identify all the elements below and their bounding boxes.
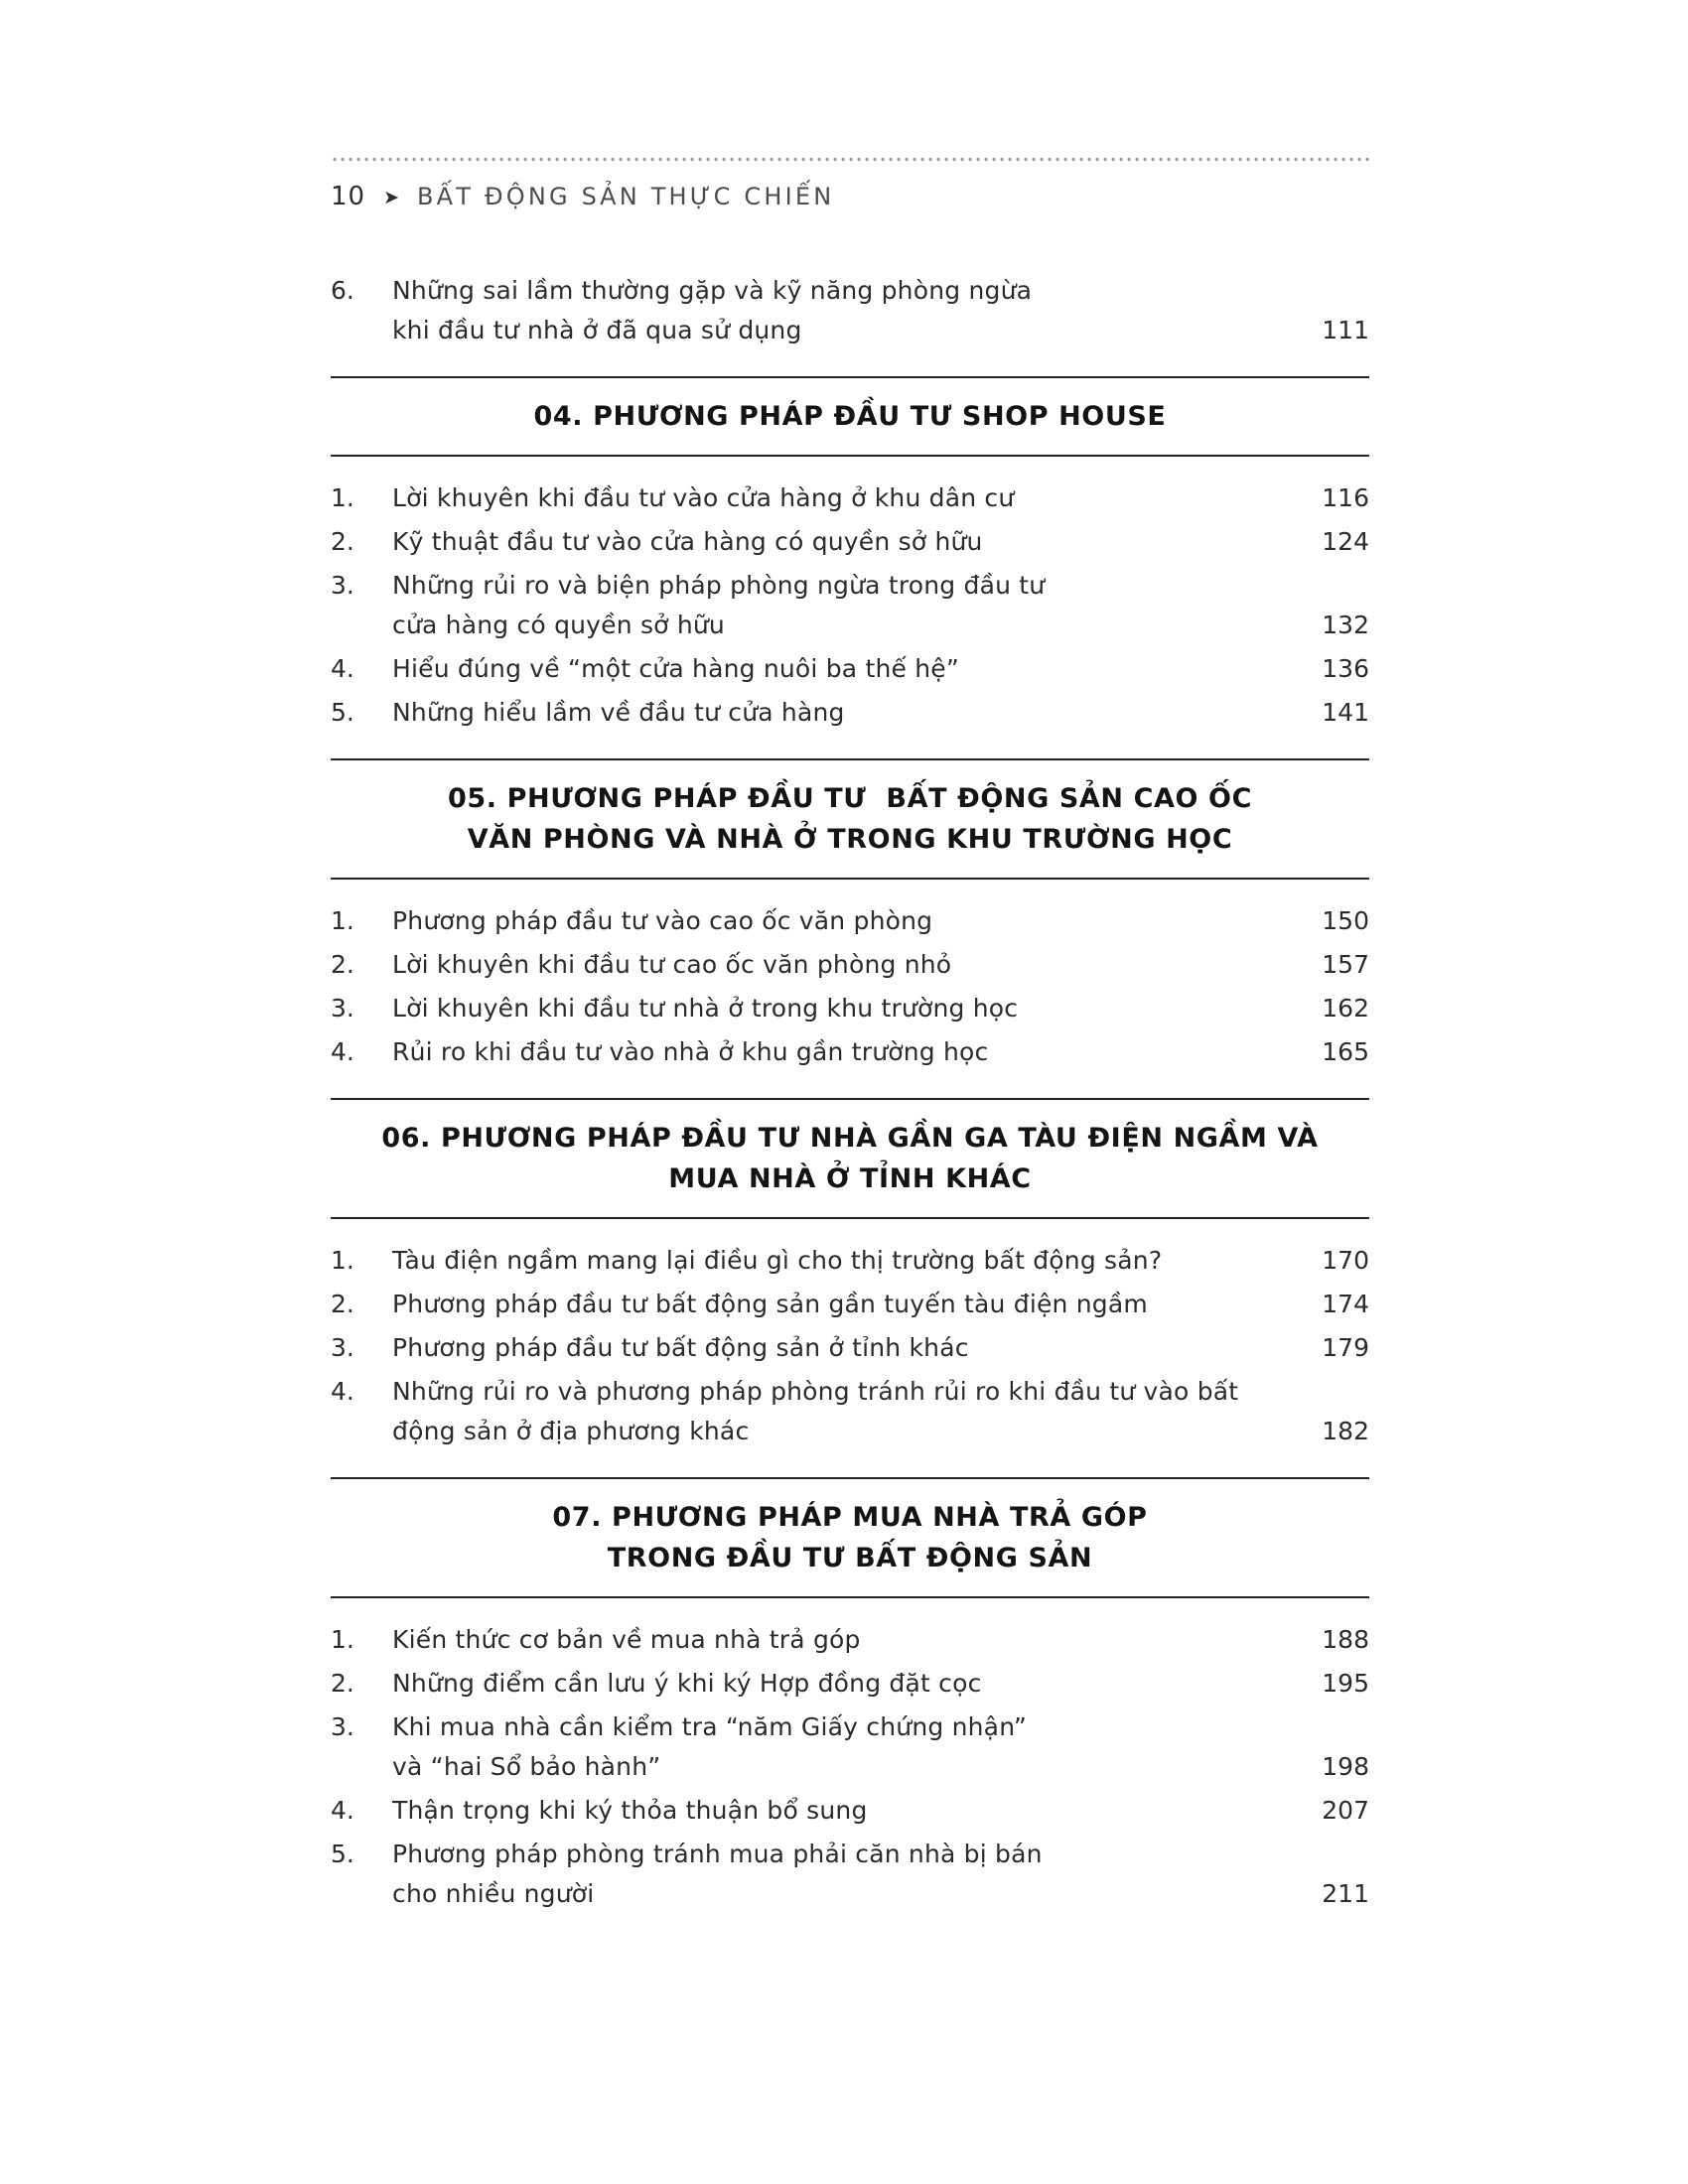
chapter-heading-line: 05. PHƯƠNG PHÁP ĐẦU TƯ BẤT ĐỘNG SẢN CAO ỐC [448,783,1252,814]
toc-item-number: 1. [331,483,354,512]
toc-item-number: 5. [331,1840,354,1868]
toc-item-number: 6. [331,276,354,305]
toc-item-title [392,1328,1304,1368]
toc-item-line: Những rủi ro và phương pháp phòng tránh rủi ro khi đầu tư vào bất [392,1377,1239,1406]
toc-item-page: 207 [1322,1796,1369,1825]
toc-item-line: cho nhiều người [392,1879,595,1908]
toc-item [331,478,1369,518]
toc-item [331,945,1369,985]
toc-item-page: 132 [1322,611,1369,639]
toc-item-page: 136 [1322,654,1369,683]
toc-item [331,271,1369,350]
toc-item-line: Hiểu đúng về “một cửa hàng nuôi ba thế hệ” [392,654,960,683]
toc-item-line: Những hiểu lầm về đầu tư cửa hàng [392,698,845,727]
toc-item-line: Những điểm cần lưu ý khi ký Hợp đồng đặt cọc [392,1669,982,1698]
toc-item [331,693,1369,733]
toc-item-line: Khi mua nhà cần kiểm tra “năm Giấy chứng nhận” [392,1712,1028,1741]
toc-item-line: Lời khuyên khi đầu tư vào cửa hàng ở khu dân cư [392,483,1015,512]
toc-item-title [392,1707,1304,1787]
toc-item-line: và “hai Sổ bảo hành” [392,1752,661,1781]
toc-section [331,271,1369,350]
page-number: 10 [331,182,366,211]
toc-item-number: 2. [331,950,354,979]
toc-item-page: 157 [1322,950,1369,979]
toc-item-number: 1. [331,1246,354,1275]
toc-item-number: 2. [331,1669,354,1698]
book-title: BẤT ĐỘNG SẢN THỰC CHIẾN [417,183,835,210]
toc-item-line: Phương pháp đầu tư vào cao ốc văn phòng [392,906,933,935]
toc-section [331,1098,1369,1451]
toc-item-line: khi đầu tư nhà ở đã qua sử dụng [392,316,802,344]
toc-item-page: 198 [1322,1752,1369,1781]
toc-item-title [392,693,1304,733]
toc-item-number: 4. [331,1037,354,1066]
chapter-heading-line: VĂN PHÒNG VÀ NHÀ Ở TRONG KHU TRƯỜNG HỌC [467,824,1233,855]
chapter-heading-line: MUA NHÀ Ở TỈNH KHÁC [668,1163,1032,1194]
toc-item-line: Những sai lầm thường gặp và kỹ năng phòng ngừa [392,276,1033,305]
toc-item-number: 4. [331,654,354,683]
toc-item [331,1707,1369,1787]
chapter-heading-line: TRONG ĐẦU TƯ BẤT ĐỘNG SẢN [607,1543,1093,1573]
toc-item-title [392,945,1304,985]
toc-item-title [392,271,1304,350]
toc-item [331,1620,1369,1660]
toc-item-number: 3. [331,571,354,600]
toc-item-line: Thận trọng khi ký thỏa thuận bổ sung [392,1796,868,1825]
toc-item-number: 1. [331,1625,354,1654]
toc-item [331,1032,1369,1072]
toc-item-number: 1. [331,906,354,935]
dotted-divider [331,157,1369,162]
toc-item-page: 150 [1322,906,1369,935]
chapter-items [331,1620,1369,1914]
toc-item-page: 116 [1322,483,1369,512]
toc-item [331,1372,1369,1451]
toc-item-line: Rủi ro khi đầu tư vào nhà ở khu gần trường học [392,1037,989,1066]
toc-item [331,566,1369,645]
toc-item-number: 3. [331,994,354,1023]
toc-item-page: 195 [1322,1669,1369,1698]
chapter-heading [331,376,1369,457]
toc-item-title [392,649,1304,689]
toc-item-line: Phương pháp phòng tránh mua phải căn nhà bị bán [392,1840,1043,1868]
toc-item-number: 2. [331,1290,354,1318]
chapter-heading [331,1477,1369,1598]
toc-item-title [392,566,1304,645]
toc-item-title [392,1620,1304,1660]
chapter-items [331,1241,1369,1451]
toc-item [331,901,1369,941]
toc-item-title [392,1664,1304,1704]
toc-item [331,1328,1369,1368]
toc-item-page: 179 [1322,1333,1369,1362]
toc-item-line: Phương pháp đầu tư bất động sản gần tuyến tàu điện ngầm [392,1290,1148,1318]
toc-item-line: Lời khuyên khi đầu tư cao ốc văn phòng nhỏ [392,950,952,979]
toc-item-page: 182 [1322,1417,1369,1445]
toc-item-title [392,1032,1304,1072]
toc-item-page: 124 [1322,527,1369,556]
toc-item-title [392,901,1304,941]
toc-section [331,758,1369,1072]
chapter-heading-line: 06. PHƯƠNG PHÁP ĐẦU TƯ NHÀ GẦN GA TÀU ĐIỆN NGẦM VÀ [381,1123,1319,1154]
toc-item-page: 141 [1322,698,1369,727]
toc-content [331,0,1369,1914]
toc-section [331,376,1369,733]
toc-item-line: Lời khuyên khi đầu tư nhà ở trong khu trường học [392,994,1019,1023]
toc-item [331,522,1369,562]
toc-item-number: 4. [331,1377,354,1406]
toc-item-page: 165 [1322,1037,1369,1066]
toc-item-page: 162 [1322,994,1369,1023]
toc-item-number: 5. [331,698,354,727]
toc-item-page: 188 [1322,1625,1369,1654]
toc-item-page: 111 [1322,316,1369,344]
toc-item-page: 174 [1322,1290,1369,1318]
toc-item [331,649,1369,689]
arrow-icon: ➤ [383,187,400,208]
toc-item-line: động sản ở địa phương khác [392,1417,750,1445]
toc-item-number: 4. [331,1796,354,1825]
toc-item-title [392,522,1304,562]
toc-item-page: 211 [1322,1879,1369,1908]
toc-item-title [392,1372,1304,1451]
toc-item [331,1791,1369,1831]
chapter-heading-line: 07. PHƯƠNG PHÁP MUA NHÀ TRẢ GÓP [552,1502,1148,1533]
toc-item [331,1285,1369,1324]
toc-item-title [392,1791,1304,1831]
toc-item-number: 2. [331,527,354,556]
page-header [331,178,1369,215]
toc-item-title [392,1285,1304,1324]
toc-item-page: 170 [1322,1246,1369,1275]
toc-item-title [392,1835,1304,1914]
chapter-items [331,478,1369,733]
toc-item-line: Tàu điện ngầm mang lại điều gì cho thị trường bất động sản? [392,1246,1163,1275]
toc-item-number: 3. [331,1333,354,1362]
toc-item-number: 3. [331,1712,354,1741]
toc-item-title [392,478,1304,518]
toc-item-title [392,1241,1304,1281]
toc-item [331,989,1369,1028]
toc-item-line: Kiến thức cơ bản về mua nhà trả góp [392,1625,861,1654]
toc-item-line: Phương pháp đầu tư bất động sản ở tỉnh khác [392,1333,969,1362]
toc-item [331,1664,1369,1704]
toc-section [331,1477,1369,1914]
toc-item-line: Kỹ thuật đầu tư vào cửa hàng có quyền sở hữu [392,527,983,556]
toc-item-line: Những rủi ro và biện pháp phòng ngừa trong đầu tư [392,571,1046,600]
chapter-heading-line: 04. PHƯƠNG PHÁP ĐẦU TƯ SHOP HOUSE [533,401,1167,432]
toc-item-title [392,989,1304,1028]
chapter-items [331,901,1369,1072]
toc-item-line: cửa hàng có quyền sở hữu [392,611,725,639]
toc-item [331,1835,1369,1914]
chapter-heading [331,1098,1369,1219]
chapter-heading [331,758,1369,880]
toc-item [331,1241,1369,1281]
